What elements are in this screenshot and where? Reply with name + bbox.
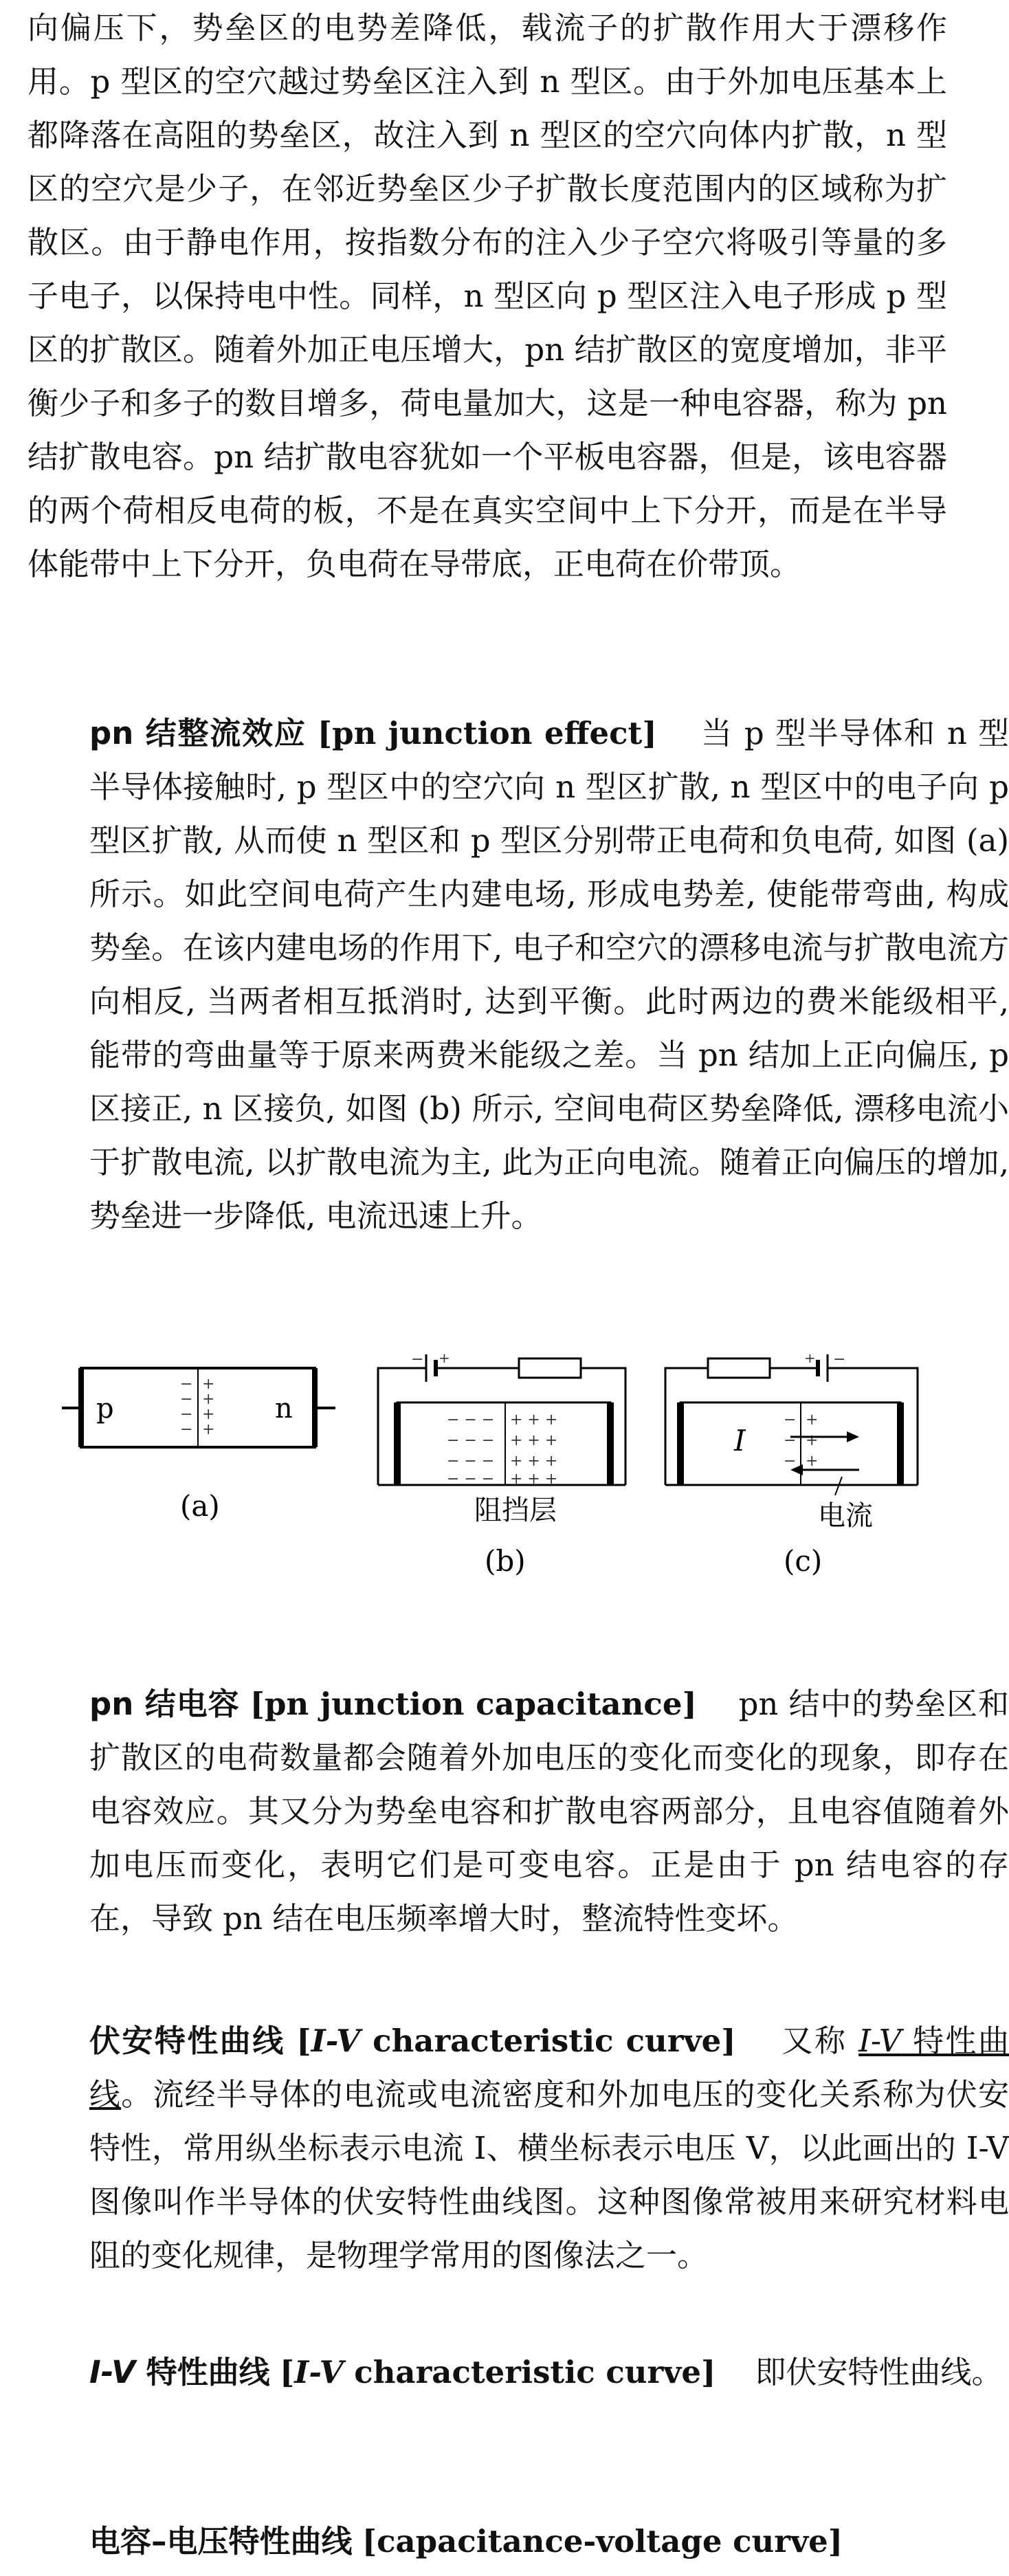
paragraph-text: 向偏压下，势垒区的电势差降低，载流子的扩散作用大于漂移作用。p 型区的空穴越过势垒区注入到 n 型区。由于外加电压基本上都降落在高阻的势垒区，故注入到 n 型区的空穴向体内扩散，n 型区的空穴是少子，在邻近势垒区少子扩散长度范围内的区域称为扩散区。由于静电作用，按指数分布的注入少子空穴将吸引等量的多子电子，以保持电中性。同样，n 型区向 p 型区注入电子形成 p 型区的扩散区。随着外加正电压增大，pn 结扩散区的宽度增加，非平衡少子和多子的数目增多，荷电量加大，这是一种电容器，称为 pn 结扩散电容。pn 结扩散电容犹如一个平板电容器，但是，该电容器的两个荷相反电荷的板，不是在真实空间中上下分开，而是在半导体能带中上下分开，负电荷在导带底，正电荷在价带顶。 <box>27 10 947 582</box>
caption-a: (a) <box>180 1489 220 1523</box>
svg-text:−: − <box>784 1453 797 1470</box>
battery-plus-b: + <box>439 1350 450 1366</box>
entry-pn-rectification <box>27 707 1009 1243</box>
svg-text:+: + <box>202 1421 215 1438</box>
svg-text:−: − <box>180 1406 193 1423</box>
entry-iv-alias: I-V 特性曲线 [I-V characteristic curve] 即伏安特性曲线。 <box>89 2354 1003 2390</box>
p-region-label: p <box>96 1393 114 1424</box>
figure-c <box>665 1350 918 1578</box>
battery-minus-b: − <box>411 1351 424 1368</box>
svg-text:−: − <box>784 1432 797 1449</box>
entry-term-en: [pn junction capacitance] <box>250 1686 697 1722</box>
svg-text:+: + <box>202 1376 215 1393</box>
current-label: 电流 <box>818 1500 873 1532</box>
entry-term-en: [pn junction effect] <box>317 715 657 751</box>
entry-text: 即伏安特性曲线。 <box>755 2354 1003 2390</box>
svg-text:+: + <box>202 1406 215 1423</box>
entry-term: pn 结电容 <box>89 1686 240 1722</box>
svg-text:+: + <box>202 1391 215 1408</box>
caption-b: (b) <box>485 1544 526 1578</box>
svg-text:+ + +: + + + <box>510 1471 558 1488</box>
figure-a <box>62 1368 335 1523</box>
svg-text:+ + +: + + + <box>510 1432 558 1449</box>
entry-iv-curve: 伏安特性曲线 [I-V characteristic curve] 又称 I-V 特性曲线。流经半导体的电流或电流密度和外加电压的变化关系称为伏安特性，常用纵坐标表示电流 I、横坐标表示电压 V，以此画出的 I-V 图像叫作半导体的伏安特性曲线图。这种图像常被用来研究材料电阻的变化规律，是物理学常用的图像法之一。 <box>89 2023 1009 2274</box>
battery-minus-c: − <box>833 1351 846 1368</box>
alias-link[interactable]: I-V 特性曲线 <box>89 2023 1009 2113</box>
entry-cv-curve <box>27 2515 1009 2568</box>
entry-text: 。流经半导体的电流或电流密度和外加电压的变化关系称为伏安特性，常用纵坐标表示电流 I、横坐标表示电压 V，以此画出的 I-V 图像叫作半导体的伏安特性曲线图。这种图像常被用来研究材料电阻的变化规律，是物理学常用的图像法之一。 <box>89 2076 1009 2274</box>
entry-term: pn 结整流效应 <box>89 715 307 751</box>
svg-text:+ + +: + + + <box>510 1411 558 1429</box>
pn-junction-figure <box>0 1347 970 1636</box>
svg-text:−: − <box>784 1411 797 1429</box>
paragraph-diffusion-capacitance <box>27 1 947 591</box>
entry-text: 当 p 型半导体和 n 型半导体接触时, p 型区中的空穴向 n 型区扩散, n 型区中的电子向 p 型区扩散, 从而使 n 型区和 p 型区分别带正电荷和负电荷, 如图 (a) 所示。如此空间电荷产生内建电场, 形成电势差, 使能带弯曲, 构成势垒。在该内建电场的作用下, 电子和空穴的漂移电流与扩散电流方向相反, 当两者相互抵消时, 达到平衡。此时两边的费米能级相平, 能带的弯曲量等于原来两费米能级之差。当 pn 结加上正向偏压, p 区接正, n 区接负, 如图 (b) 所示, 空间电荷区势垒降低, 漂移电流小于扩散电流, 以扩散电流为主, 此为正向电流。随着正向偏压的增加, 势垒进一步降低, 电流迅速上升。 <box>89 715 1009 1234</box>
n-region-label: n <box>275 1393 293 1424</box>
svg-text:+ + +: + + + <box>510 1453 558 1470</box>
svg-text:−: − <box>180 1421 193 1438</box>
svg-text:+: + <box>806 1411 819 1429</box>
entry-text-pre: 又称 <box>781 2023 847 2059</box>
entry-text: pn 结中的势垒区和扩散区的电荷数量都会随着外加电压的变化而变化的现象，即存在电容效应。其又分为势垒电容和扩散电容两部分，且电容值随着外加电压而变化，表明它们是可变电容。正是由于 pn 结电容的存在，导致 pn 结在电压频率增大时，整流特性变坏。 <box>89 1686 1009 1937</box>
entry-term: 电容–电压特性曲线 <box>89 2523 353 2560</box>
figure-b <box>378 1350 625 1578</box>
svg-text:+: + <box>806 1432 819 1449</box>
svg-text:+: + <box>806 1453 819 1470</box>
svg-text:−: − <box>180 1376 193 1393</box>
svg-text:− − −: − − − <box>447 1432 495 1449</box>
caption-c: (c) <box>784 1544 823 1578</box>
svg-text:− − −: − − − <box>447 1453 495 1470</box>
barrier-layer-label: 阻挡层 <box>474 1495 557 1526</box>
battery-plus-c: + <box>804 1350 816 1366</box>
entry-pn-capacitance <box>27 1677 1009 1946</box>
entry-term-en: [capacitance-voltage curve] <box>362 2523 843 2560</box>
svg-text:− − −: − − − <box>447 1471 495 1488</box>
entry-term: 伏安特性曲线 <box>89 2023 285 2059</box>
svg-text:−: − <box>180 1391 193 1408</box>
current-symbol: I <box>734 1424 746 1457</box>
svg-text:− − −: − − − <box>447 1411 495 1429</box>
